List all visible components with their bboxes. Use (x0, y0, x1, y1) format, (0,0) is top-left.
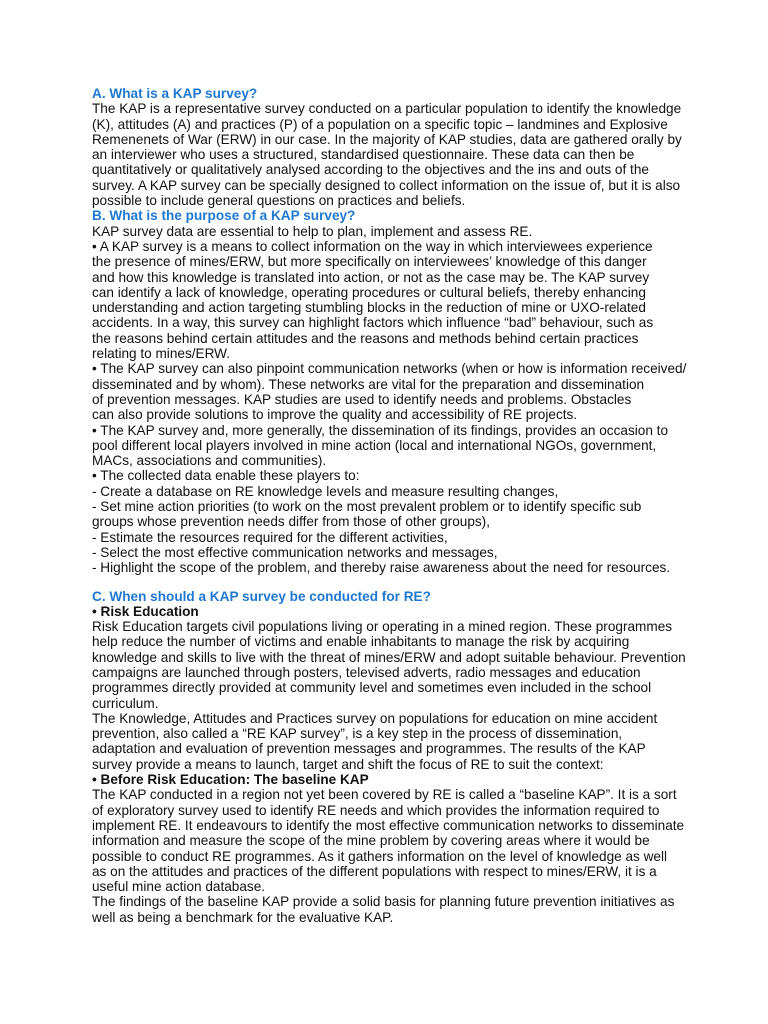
text-line: well as being a benchmark for the evaluative KAP. (92, 909, 394, 925)
text-line: help reduce the number of victims and enable inhabitants to manage the risk by acquiring (92, 634, 630, 650)
text-line: adaptation and evaluation of prevention messages and programmes. The results of the KAP (92, 741, 646, 757)
text-line: understanding and action targeting stumbling blocks in the reduction of mine or UXO-related (92, 300, 646, 316)
text-line: survey provide a means to launch, target and shift the focus of RE to suit the context: (92, 756, 604, 772)
text-line: an interviewer who uses a structured, standardised questionnaire. These data can then be (92, 147, 635, 163)
text-line: the reasons behind certain attitudes and the reasons and methods behind certain practices (92, 330, 639, 346)
text-line: can identify a lack of knowledge, operating procedures or cultural beliefs, thereby enhancing (92, 284, 646, 300)
text-line: The KAP is a representative survey conducted on a particular population to identify the knowledge (92, 101, 682, 117)
subheading-baseline-kap: • Before Risk Education: The baseline KAP (92, 772, 369, 788)
text-line: useful mine action database. (92, 879, 266, 895)
text-line: Remenenets of War (ERW) in our case. In the majority of KAP studies, data are gathered orally by (92, 131, 682, 147)
text-line: KAP survey data are essential to help to plan, implement and assess RE. (92, 223, 533, 239)
text-line: implement RE. It endeavours to identify the most effective communication networks to disseminate (92, 817, 685, 833)
text-line: as on the attitudes and practices of the different populations with respect to mines/ERW, it is a (92, 863, 657, 879)
section-spacer (92, 576, 718, 589)
text-line: quantitatively or qualitatively analysed according to the objectives and the ins and outs of the (92, 162, 649, 178)
heading-when-kap: C. When should a KAP survey be conducted for RE? (92, 588, 431, 604)
text-line: MACs, associations and communities). (92, 453, 327, 469)
text-line: curriculum. (92, 695, 159, 711)
text-line: possible to include general questions on practices and beliefs. (92, 193, 466, 209)
text-line: pool different local players involved in mine action (local and international NGOs, government, (92, 437, 657, 453)
text-line: accidents. In a way, this survey can highlight factors which influence “bad” behaviour, such as (92, 315, 654, 331)
text-line: prevention, also called a “RE KAP survey”, is a key step in the process of dissemination, (92, 726, 623, 742)
text-line: campaigns are launched through posters, televised adverts, radio messages and education (92, 664, 641, 680)
section-c-body-2 (92, 787, 718, 925)
text-line: can also provide solutions to improve the quality and accessibility of RE projects. (92, 407, 578, 423)
text-line: groups whose prevention needs differ from those of other groups), (92, 514, 490, 530)
text-line: - Set mine action priorities (to work on the most prevalent problem or to identify specific sub (92, 499, 642, 515)
text-line: - Select the most effective communication networks and messages, (92, 544, 498, 560)
section-a-body (92, 101, 718, 208)
text-line: (K), attitudes (A) and practices (P) of a population on a specific topic – landmines and Explosive (92, 116, 668, 132)
subheading-risk-education: • Risk Education (92, 603, 199, 619)
document-page (92, 86, 718, 925)
text-line: information and measure the scope of the mine problem by covering areas where it would be (92, 833, 650, 849)
text-line: of exploratory survey used to identify RE needs and which provides the information required to (92, 802, 660, 818)
text-line: the presence of mines/ERW, but more specifically on interviewees’ knowledge of this danger (92, 254, 647, 270)
text-line: - Highlight the scope of the problem, and thereby raise awareness about the need for resources. (92, 560, 671, 576)
text-line: The KAP conducted in a region not yet been covered by RE is called a “baseline KAP”. It is a sort (92, 787, 677, 803)
text-line: relating to mines/ERW. (92, 346, 231, 362)
text-line: survey. A KAP survey can be specially designed to collect information on the issue of, but it is also (92, 177, 681, 193)
text-line: The Knowledge, Attitudes and Practices survey on populations for education on mine accident (92, 710, 658, 726)
section-b-body (92, 224, 718, 576)
text-line: and how this knowledge is translated into action, or not as the case may be. The KAP survey (92, 269, 650, 285)
text-line: The findings of the baseline KAP provide a solid basis for planning future prevention initiatives as (92, 894, 675, 910)
text-line: disseminated and by whom). These networks are vital for the preparation and dissemination (92, 376, 645, 392)
text-line: of prevention messages. KAP studies are used to identify needs and problems. Obstacles (92, 391, 632, 407)
text-line: knowledge and skills to live with the threat of mines/ERW and adopt suitable behaviour. Prevention (92, 649, 686, 665)
text-line: - Estimate the resources required for the different activities, (92, 529, 448, 545)
text-line: Risk Education targets civil populations living or operating in a mined region. These programmes (92, 619, 673, 635)
text-line: • The KAP survey can also pinpoint communication networks (when or how is information received/ (92, 361, 687, 377)
text-line: • The KAP survey and, more generally, the dissemination of its findings, provides an occasion to (92, 422, 669, 438)
section-c-body-1 (92, 619, 718, 772)
text-line: possible to conduct RE programmes. As it gathers information on the level of knowledge as well (92, 848, 668, 864)
text-line: - Create a database on RE knowledge levels and measure resulting changes, (92, 483, 559, 499)
text-line: • A KAP survey is a means to collect information on the way in which interviewees experience (92, 238, 653, 254)
heading-what-is-kap: A. What is a KAP survey? (92, 86, 258, 101)
heading-purpose-kap: B. What is the purpose of a KAP survey? (92, 208, 356, 224)
text-line: programmes directly provided at community level and sometimes even included in the school (92, 680, 652, 696)
text-line: • The collected data enable these players to: (92, 468, 360, 484)
